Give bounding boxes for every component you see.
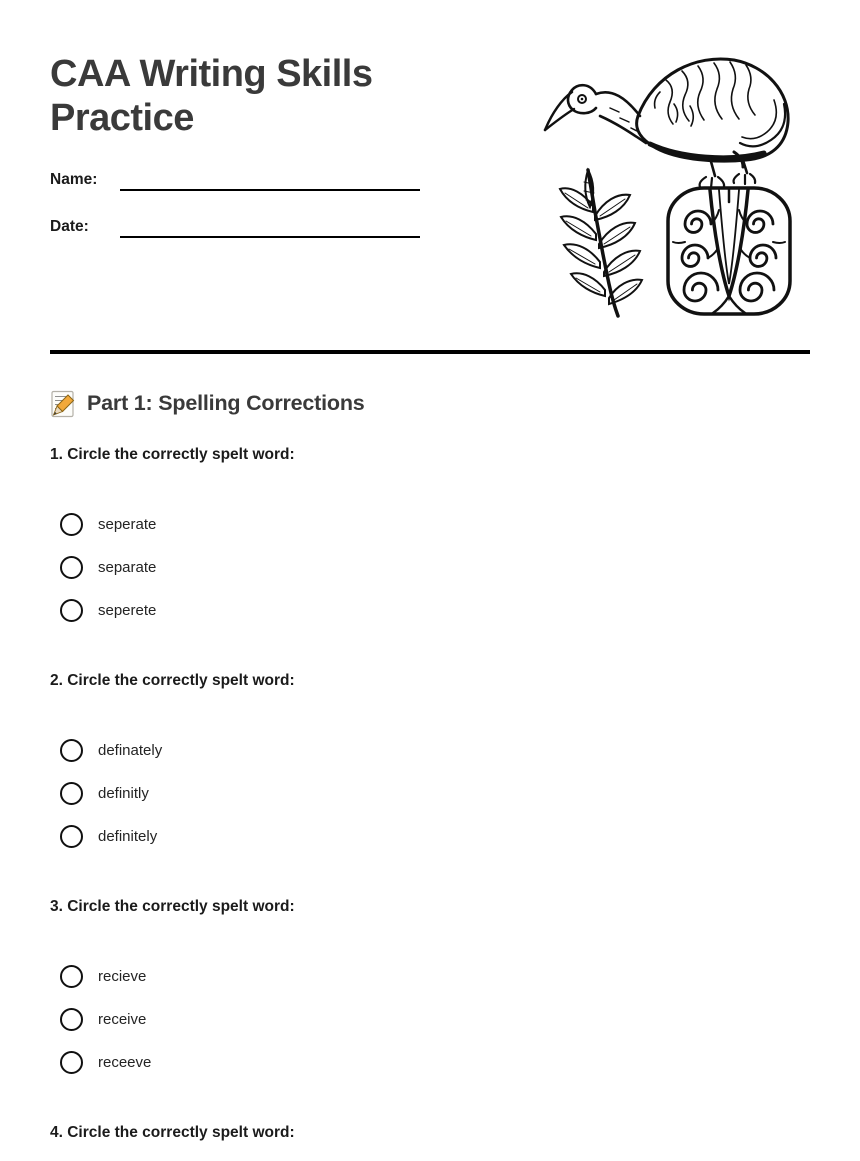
- memo-icon: [50, 390, 76, 418]
- option-label: definately: [98, 741, 163, 759]
- silver-fern-drawing: [560, 170, 642, 316]
- option-label: definitely: [98, 827, 158, 845]
- option-row: [50, 998, 810, 1041]
- question-3: [50, 898, 810, 1084]
- option-label: seperete: [98, 601, 157, 619]
- kiwi-bird-drawing: [545, 59, 788, 188]
- option-radio[interactable]: [60, 513, 83, 536]
- option-row: [50, 772, 810, 815]
- section-heading: [50, 390, 810, 418]
- name-label: Name:: [50, 170, 98, 188]
- question-2-options: [50, 729, 810, 858]
- question-3-options: [50, 955, 810, 1084]
- option-row: [50, 589, 810, 632]
- date-input-line[interactable]: [120, 216, 420, 238]
- option-label: receeve: [98, 1053, 152, 1071]
- option-row: [50, 729, 810, 772]
- koru-pattern-drawing: [668, 188, 790, 314]
- section-divider: [50, 350, 810, 354]
- option-radio[interactable]: [60, 599, 83, 622]
- page-title: CAA Writing Skills Practice: [50, 53, 373, 140]
- question-1: [50, 446, 810, 632]
- option-label: definitly: [98, 784, 149, 802]
- option-radio[interactable]: [60, 1051, 83, 1074]
- option-radio[interactable]: [60, 556, 83, 579]
- option-radio[interactable]: [60, 825, 83, 848]
- name-input-line[interactable]: [120, 169, 420, 191]
- option-row: [50, 546, 810, 589]
- question-4: [50, 1124, 810, 1142]
- option-row: [50, 955, 810, 998]
- question-3-prompt: 3. Circle the correctly spelt word:: [50, 897, 295, 915]
- question-2-prompt: 2. Circle the correctly spelt word:: [50, 671, 295, 689]
- option-radio[interactable]: [60, 739, 83, 762]
- option-row: [50, 503, 810, 546]
- option-row: [50, 815, 810, 858]
- date-label: Date:: [50, 217, 89, 235]
- option-row: [50, 1041, 810, 1084]
- option-label: receive: [98, 1010, 147, 1028]
- question-2: [50, 672, 810, 858]
- option-radio[interactable]: [60, 782, 83, 805]
- section-title: Part 1: Spelling Corrections: [87, 391, 365, 416]
- option-radio[interactable]: [60, 965, 83, 988]
- option-label: separate: [98, 558, 157, 576]
- option-radio[interactable]: [60, 1008, 83, 1031]
- option-label: recieve: [98, 967, 147, 985]
- option-label: seperate: [98, 515, 157, 533]
- question-1-options: [50, 503, 810, 632]
- question-4-prompt: 4. Circle the correctly spelt word:: [50, 1123, 295, 1141]
- question-1-prompt: 1. Circle the correctly spelt word:: [50, 445, 295, 463]
- header-illustration: [538, 46, 800, 320]
